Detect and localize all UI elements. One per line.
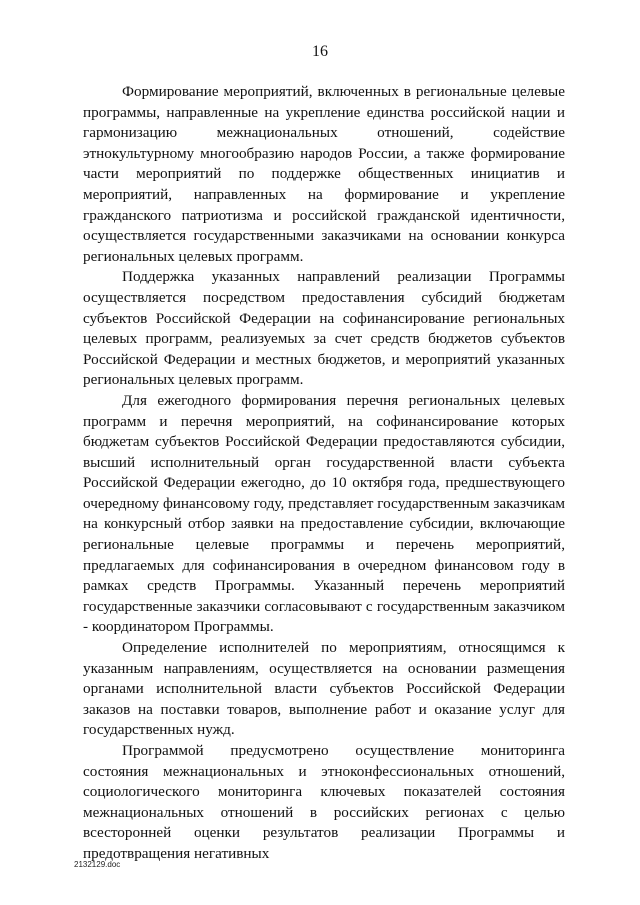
page-number: 16 bbox=[312, 43, 328, 60]
paragraph-3: Для ежегодного формирования перечня региональных целевых программ и перечня мероприятий, на софинансирование которых бюджетам субъектов Российской Федерации предоставляются субсидии, высший исполнительный орган государственной власти субъекта Российской Федерации ежегодно, до 10 октября года, предшествующего очередному финансовому году, представляет государственным заказчикам на конкурсный отбор заявки на предоставление субсидии, включающие региональные целевые программы и перечень мероприятий, предлагаемых для софинансирования в очередном финансовом году в рамках средств Программы. Указанный перечень мероприятий государственные заказчики согласовывают с государственным заказчиком - координатором Программы. bbox=[83, 391, 565, 636]
paragraph-1: Формирование мероприятий, включенных в региональные целевые программы, направленные на укрепление единства российской нации и гармонизацию межнациональных отношений, содействие этнокультурному многообразию народов России, а также формирование части мероприятий по поддержке общественных инициатив и мероприятий, направленных на формирование и укрепление гражданского патриотизма и российской гражданской идентичности, осуществляется государственными заказчиками на основании конкурса региональных целевых программ. bbox=[83, 83, 565, 265]
paragraph-2: Поддержка указанных направлений реализации Программы осуществляется посредством предоставления субсидий бюджетам субъектов Российской Федерации на софинансирование региональных целевых программ, реализуемых за счет средств бюджетов субъектов Российской Федерации и местных бюджетов, и мероприятий указанных региональных целевых программ. bbox=[83, 268, 565, 389]
document-body bbox=[83, 82, 565, 865]
paragraph-5: Программой предусмотрено осуществление мониторинга состояния межнациональных и этноконфессиональных отношений, социологического мониторинга ключевых показателей состояния межнациональных отношений в российских регионах с целью всесторонней оценки результатов реализации Программы и предотвращения негативных bbox=[83, 742, 565, 862]
paragraph-4: Определение исполнителей по мероприятиям, относящимся к указанным направлениям, осуществляется на основании размещения органами исполнительной власти субъектов Российской Федерации заказов на поставки товаров, выполнение работ и оказание услуг для государственных нужд. bbox=[83, 639, 565, 739]
document-filename-footer: 2132129.doc bbox=[74, 860, 121, 869]
